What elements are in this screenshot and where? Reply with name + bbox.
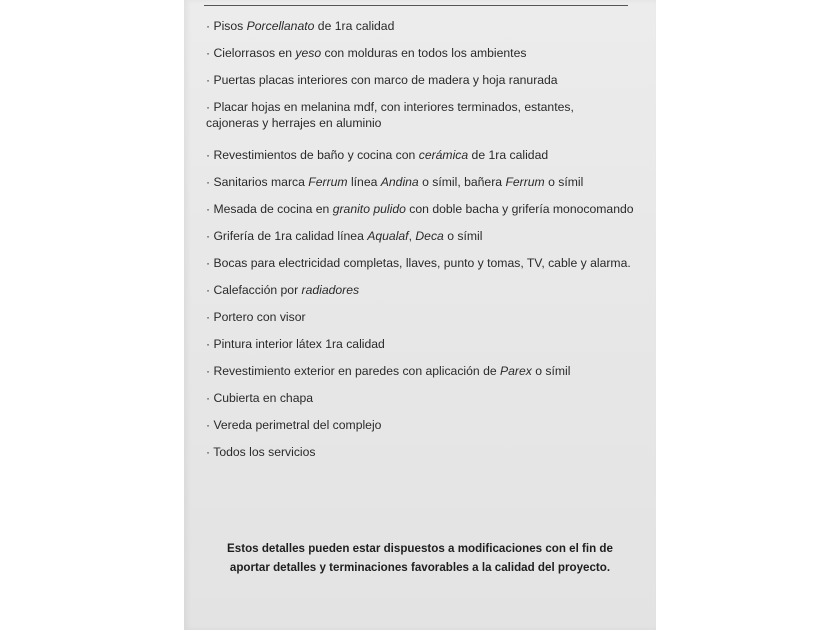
spec-item xyxy=(206,45,626,72)
spec-item-text: · Revestimiento exterior en paredes con aplicación de xyxy=(206,364,501,378)
spec-item-text: · Puertas placas interiores con marco de madera y hoja ranurada xyxy=(206,73,558,87)
spec-item-text: · Portero con visor xyxy=(206,310,306,324)
spec-item-text: · Revestimientos de baño y cocina con xyxy=(206,148,419,162)
spec-item xyxy=(206,444,626,471)
spec-item-emphasis: radiadores xyxy=(301,283,360,297)
spec-item-text: · Mesada de cocina en xyxy=(206,202,333,216)
spec-item-text: · Pintura interior látex 1ra calidad xyxy=(206,337,385,351)
disclaimer-line-1: Estos detalles pueden estar dispuestos a modificaciones con el fin de xyxy=(227,542,613,555)
spec-item-emphasis: yeso xyxy=(295,46,322,60)
spec-item-text: o símil xyxy=(544,175,584,189)
spec-item-text: · Cielorrasos en xyxy=(206,46,296,60)
spec-item-emphasis: granito pulido xyxy=(332,202,406,216)
spec-item-text: · Placar hojas en melanina mdf, con interiores terminados, estantes, cajoneras y herrajes en aluminio xyxy=(206,100,574,130)
spec-item xyxy=(206,336,626,363)
spec-item-text: o símil xyxy=(443,229,483,243)
spec-item-emphasis: Porcellanato xyxy=(246,19,315,33)
spec-item-text: · Calefacción por xyxy=(206,283,302,297)
spec-item xyxy=(206,417,626,444)
spec-item xyxy=(206,201,634,228)
spec-item-text: · Grifería de 1ra calidad línea xyxy=(206,229,368,243)
spec-item-emphasis: Aqualaf xyxy=(367,229,409,243)
spec-item-text: · Bocas para electricidad completas, llaves, punto y tomas, TV, cable y alarma. xyxy=(206,256,631,270)
header-rule xyxy=(204,5,628,6)
spec-item xyxy=(206,174,626,201)
spec-item-text: · Pisos xyxy=(206,19,247,33)
spec-item xyxy=(206,99,626,147)
spec-item-text: o símil, bañera xyxy=(418,175,506,189)
spec-item xyxy=(206,390,626,417)
spec-item-text: línea xyxy=(347,175,381,189)
spec-item-text: o símil xyxy=(531,364,571,378)
spec-item-text: · Vereda perimetral del complejo xyxy=(206,418,382,432)
disclaimer-note xyxy=(194,539,646,577)
spec-item-emphasis: cerámica xyxy=(418,148,469,162)
spec-item-text: de 1ra calidad xyxy=(468,148,549,162)
spec-item xyxy=(206,147,626,174)
spec-item-emphasis: Ferrum xyxy=(308,175,348,189)
spec-item-text: · Cubierta en chapa xyxy=(206,391,314,405)
spec-item-text: · Sanitarios marca xyxy=(206,175,309,189)
disclaimer-line-2: aportar detalles y terminaciones favorables a la calidad del proyecto. xyxy=(229,561,611,574)
spec-item-text: · Todos los servicios xyxy=(206,445,316,459)
document-page xyxy=(184,0,656,630)
spec-item-emphasis: Parex xyxy=(500,364,532,378)
spec-item-text: , xyxy=(408,229,416,243)
spec-item-emphasis: Andina xyxy=(380,175,419,189)
spec-item-text: con doble bacha y grifería monocomando xyxy=(405,202,634,216)
spec-item xyxy=(206,72,626,99)
specifications-list xyxy=(206,18,634,471)
spec-item-text: de 1ra calidad xyxy=(314,19,395,33)
spec-item xyxy=(206,228,626,255)
spec-item xyxy=(206,18,626,45)
spec-item-text: con molduras en todos los ambientes xyxy=(321,46,527,60)
spec-item xyxy=(206,255,631,282)
spec-item xyxy=(206,282,626,309)
spec-item-emphasis: Ferrum xyxy=(505,175,545,189)
spec-item xyxy=(206,363,626,390)
spec-item-emphasis: Deca xyxy=(415,229,444,243)
spec-item xyxy=(206,309,626,336)
